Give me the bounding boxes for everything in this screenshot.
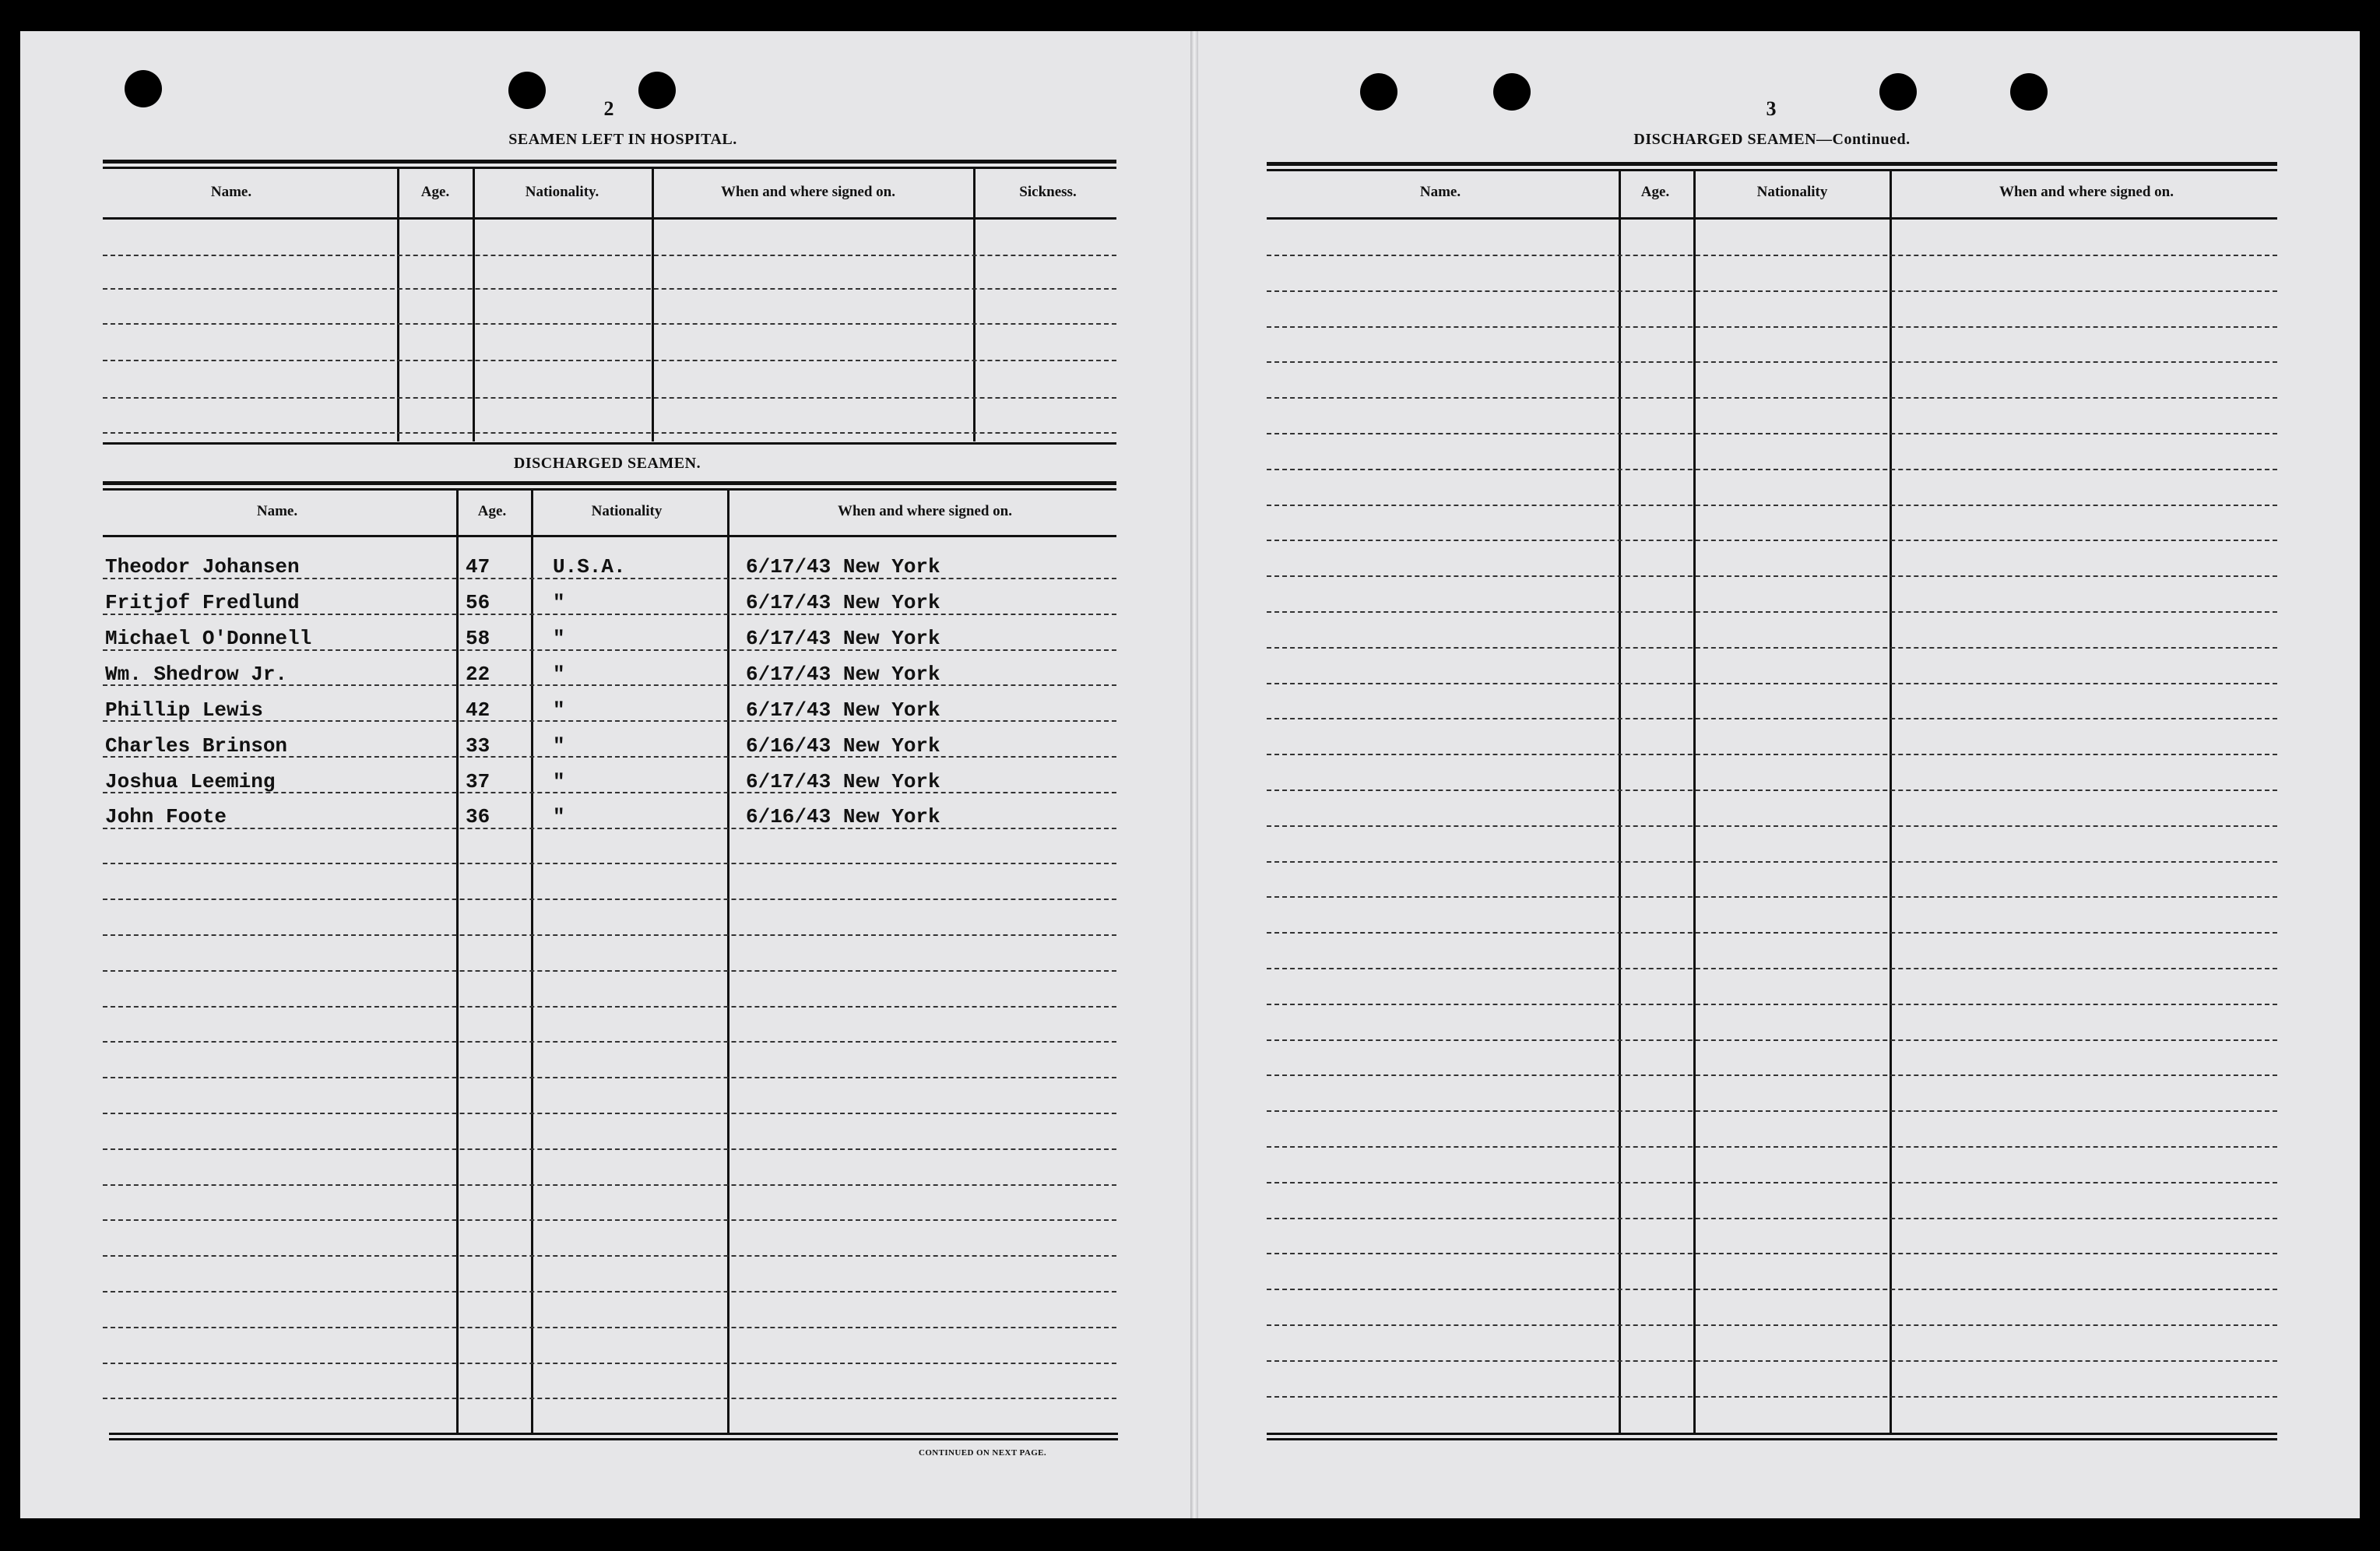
cell-nationality: " [553,805,565,828]
cell-name: Michael O'Donnell [105,627,312,650]
col-header-sickness: Sickness. [1019,184,1077,200]
ruled-line [1267,683,2277,684]
ruled-line [1267,1324,2277,1326]
ruled-line [103,1148,1116,1150]
punch-hole-icon [125,70,162,107]
cell-name: John Foote [105,805,227,828]
table-bottom-rule [1267,1438,2277,1440]
ruled-line [1267,1360,2277,1362]
cell-nationality: " [553,591,565,614]
ruled-line [103,1077,1116,1078]
col-header-age: Age. [477,503,507,519]
table-bottom-rule [109,1433,1118,1435]
col-header-nationality: Nationality. [525,184,599,200]
cell-nationality: U.S.A. [553,555,626,579]
column-divider [473,169,475,441]
punch-hole-icon [2010,73,2048,111]
ruled-line [1267,575,2277,577]
cell-signed-on: 6/16/43 New York [746,805,940,828]
cell-name: Joshua Leeming [105,770,276,793]
cell-signed-on: 6/17/43 New York [746,663,940,686]
ruled-line [1267,861,2277,863]
ruled-line [103,1041,1116,1043]
ruled-line [1267,1396,2277,1398]
table-top-rule [1267,169,2277,171]
punch-hole-icon [508,72,546,109]
cell-signed-on: 6/17/43 New York [746,555,940,579]
cell-age: 58 [466,627,490,650]
ruled-line [103,432,1116,434]
cell-nationality: " [553,770,565,793]
cell-signed-on: 6/17/43 New York [746,591,940,614]
cell-age: 56 [466,591,490,614]
header-rule [103,217,1116,220]
column-divider [397,169,399,441]
ruled-line [1267,469,2277,470]
cell-age: 22 [466,663,490,686]
ruled-line [1267,1146,2277,1148]
ruled-line [103,1327,1116,1328]
cell-age: 47 [466,555,490,579]
table-top-rule [1267,162,2277,166]
punch-hole-icon [1879,73,1917,111]
ruled-line [1267,1253,2277,1254]
ruled-line [103,863,1116,864]
ruled-line [1267,754,2277,755]
ruled-line [1267,896,2277,898]
cell-signed-on: 6/17/43 New York [746,627,940,650]
cell-name: Theodor Johansen [105,555,300,579]
ruled-line [103,1255,1116,1257]
ruled-line [1267,932,2277,934]
ruled-line [1267,290,2277,292]
cell-age: 42 [466,698,490,722]
col-header-signed-on: When and where signed on. [1999,184,2174,200]
cell-age: 36 [466,805,490,828]
col-header-signed-on: When and where signed on. [837,503,1013,519]
ruled-line [103,1363,1116,1364]
header-rule [103,535,1116,537]
cell-signed-on: 6/17/43 New York [746,698,940,722]
ruled-line [103,1291,1116,1292]
cell-signed-on: 6/16/43 New York [746,734,940,758]
ruled-line [1267,1218,2277,1219]
ruled-line [103,1184,1116,1186]
ruled-line [1267,718,2277,719]
ruled-line [103,899,1116,900]
punch-hole-icon [1360,73,1397,111]
ruled-line [1267,611,2277,613]
ruled-line [1267,326,2277,328]
punch-hole-icon [638,72,676,109]
col-header-name: Name. [1419,184,1461,200]
col-header-name: Name. [210,184,252,200]
punch-hole-icon [1493,73,1531,111]
ruled-line [1267,505,2277,506]
col-header-nationality: Nationality [1756,184,1828,200]
ruled-line [103,397,1116,399]
continued-section-title: DISCHARGED SEAMEN—Continued. [1633,131,1911,148]
cell-nationality: " [553,734,565,758]
ruled-line [103,323,1116,325]
ruled-line [103,255,1116,256]
ruled-line [1267,361,2277,363]
ruled-line [1267,255,2277,256]
column-divider [1619,171,1621,1433]
col-header-name: Name. [256,503,298,519]
ruled-line [103,1113,1116,1114]
ruled-line [1267,825,2277,827]
header-rule [1267,217,2277,220]
table-top-rule [103,488,1116,491]
cell-nationality: " [553,663,565,686]
ruled-line [103,970,1116,972]
column-divider [1693,171,1696,1433]
ruled-line [1267,1289,2277,1290]
page-number: 3 [1766,97,1777,120]
page-number: 2 [603,97,614,120]
hospital-section-title: SEAMEN LEFT IN HOSPITAL. [508,131,737,148]
ruled-line [103,1006,1116,1008]
cell-name: Charles Brinson [105,734,288,758]
table-top-rule [103,160,1116,164]
cell-age: 33 [466,734,490,758]
cell-nationality: " [553,627,565,650]
cell-signed-on: 6/17/43 New York [746,770,940,793]
ruled-line [1267,1182,2277,1183]
ruled-line [103,288,1116,290]
col-header-age: Age. [1640,184,1670,200]
ruled-line [103,1398,1116,1399]
column-divider [1890,171,1892,1433]
ruled-line [103,360,1116,361]
ruled-line [103,828,1116,829]
cell-age: 37 [466,770,490,793]
ruled-line [1267,397,2277,399]
col-header-signed-on: When and where signed on. [720,184,896,200]
table-bottom-rule [109,1438,1118,1440]
discharged-section-title: DISCHARGED SEAMEN. [513,455,701,472]
cell-nationality: " [553,698,565,722]
table-top-rule [103,481,1116,485]
column-divider [652,169,654,441]
page-fold [1190,31,1198,1518]
table-top-rule [103,167,1116,169]
ruled-line [1267,1110,2277,1112]
cell-name: Fritjof Fredlund [105,591,300,614]
ruled-line [1267,1074,2277,1076]
col-header-age: Age. [420,184,450,200]
ruled-line [1267,1039,2277,1041]
table-bottom-rule [1267,1433,2277,1435]
col-header-nationality: Nationality [591,503,663,519]
ruled-line [1267,790,2277,791]
ruled-line [1267,968,2277,969]
ruled-line [1267,647,2277,649]
cell-name: Wm. Shedrow Jr. [105,663,288,686]
ruled-line [1267,540,2277,541]
column-divider [973,169,976,441]
section-rule [103,442,1116,445]
ruled-line [1267,433,2277,434]
cell-name: Phillip Lewis [105,698,263,722]
continued-note: CONTINUED ON NEXT PAGE. [919,1448,1047,1458]
ruled-line [1267,1004,2277,1005]
ruled-line [103,1219,1116,1221]
ruled-line [103,934,1116,936]
